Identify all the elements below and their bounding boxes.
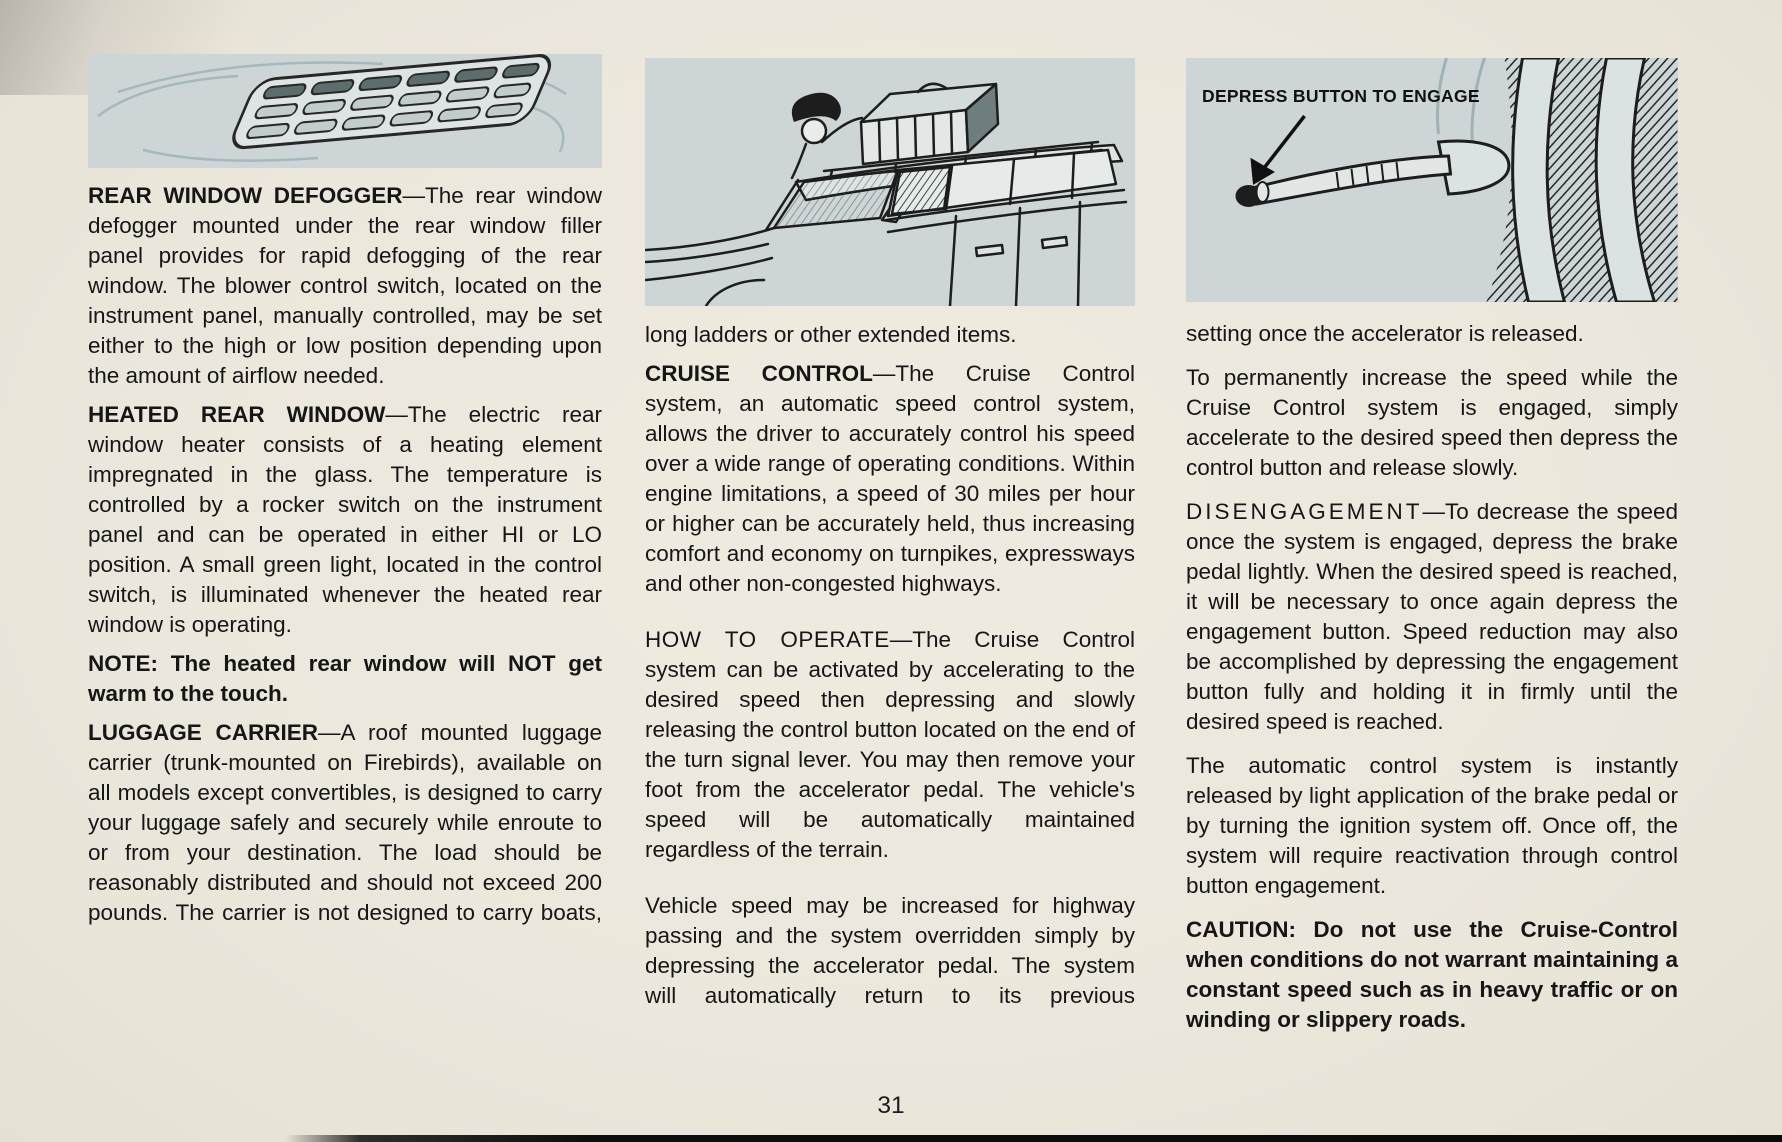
body-text: —The electric rear window heater consists of a heating element impregnated in the glass. The temperature is controlled by a rocker switch on the instrument panel and can be operated in either HI or LO position. A small green light, located in the control switch, is illuminated whenever the heated rear window is operating.: [88, 402, 602, 637]
paragraph-rear-window-defogger: [88, 181, 602, 391]
body-text: To permanently increase the speed while the Cruise Control system is engaged, simply accelerate to the desired speed then depress the control button and release slowly.: [1186, 365, 1678, 480]
body-text: —The Cruise Control system can be activated by accelerating to the desired speed then depressing and slowly releasing the control button located on the end of the turn signal lever. You may then remove your foot from the accelerator pedal. The vehicle's speed will be automatically maintained regardless of the terrain.: [645, 627, 1136, 862]
paragraph-permanent-increase: [1186, 363, 1678, 483]
paragraph-vehicle-speed: [645, 891, 1135, 1011]
column-right: [1186, 0, 1678, 1035]
heading-how-to-operate: HOW TO OPERATE: [645, 627, 890, 652]
cruise-control-button-illustration: [1186, 58, 1678, 302]
body-text: —To decrease the speed once the system is engaged, depress the brake pedal lightly. When the desired speed is reached, it will be necessary to once again depress the engagement button. Speed reduction may also be accomplished by depressing the engagement button fully and holding it in firmly until the desired speed is reached.: [1186, 499, 1678, 734]
page-bottom-edge: [285, 1135, 1782, 1142]
body-text: The automatic control system is instantly released by light application of the brake pedal or by turning the ignition system off. Once off, the system will require reactivation through control button engagement.: [1186, 753, 1678, 898]
body-text: NOTE: The heated rear window will NOT get warm to the touch.: [88, 651, 602, 706]
paragraph-caution: [1186, 915, 1678, 1035]
body-text: long ladders or other extended items.: [645, 322, 1017, 347]
illustration-caption-depress-button: DEPRESS BUTTON TO ENGAGE: [1202, 86, 1480, 106]
luggage-carrier-illustration: [645, 58, 1135, 306]
body-text: setting once the accelerator is released.: [1186, 321, 1584, 346]
paragraph-setting-continued: [1186, 319, 1678, 349]
paragraph-how-to-operate: [645, 625, 1135, 865]
heading-heated-rear-window: HEATED REAR WINDOW: [88, 402, 386, 427]
body-text: —The Cruise Control system, an automatic speed control system, allows the driver to accurately control his speed over a wide range of operating conditions. Within engine limitations, a speed of 30 miles per hour or higher can be accurately held, thus increasing comfort and economy on turnpikes, expressways and other non-congested highways.: [645, 361, 1135, 596]
paragraph-heated-rear-window: [88, 400, 602, 640]
paragraph-note: [88, 649, 602, 709]
heading-luggage-carrier: LUGGAGE CARRIER: [88, 720, 319, 745]
paragraph-luggage-carrier: [88, 718, 602, 928]
column-left: [88, 0, 602, 928]
defogger-vent-drawing: [88, 54, 602, 168]
body-text: —The rear window defogger mounted under the rear window filler panel provides for rapid defogging of the rear window. The blower control switch, located on the instrument panel, manually controlled, may be set either to the high or low position depending upon the amount of airflow needed.: [88, 183, 602, 388]
heading-rear-window-defogger: REAR WINDOW DEFOGGER: [88, 183, 403, 208]
column-middle: [645, 0, 1135, 1011]
station-wagon-drawing: [645, 58, 1135, 306]
body-text: CAUTION: Do not use the Cruise-Control when conditions do not warrant maintaining a constant speed such as in heavy traffic or on winding or slippery roads.: [1186, 917, 1678, 1032]
heading-disengagement: DISENGAGEMENT: [1186, 499, 1423, 524]
paragraph-luggage-carrier-continued: [645, 320, 1135, 350]
heading-cruise-control: CRUISE CONTROL: [645, 361, 873, 386]
paragraph-cruise-control: [645, 359, 1135, 599]
page-number: 31: [877, 1092, 905, 1119]
defogger-vent-illustration: [88, 54, 602, 168]
body-text: —A roof mounted luggage carrier (trunk-mounted on Firebirds), available on all models except convertibles, is designed to carry your luggage safely and securely while enroute to or from your destination. The load should be reasonably distributed and should not exceed 200 pounds. The carrier is not designed to carry boats,: [88, 720, 602, 925]
paragraph-disengagement: [1186, 497, 1678, 737]
body-text: Vehicle speed may be increased for highway passing and the system overridden simply by depressing the accelerator pedal. The system will automatically return to its previous: [645, 893, 1135, 1008]
paragraph-automatic-release: [1186, 751, 1678, 901]
